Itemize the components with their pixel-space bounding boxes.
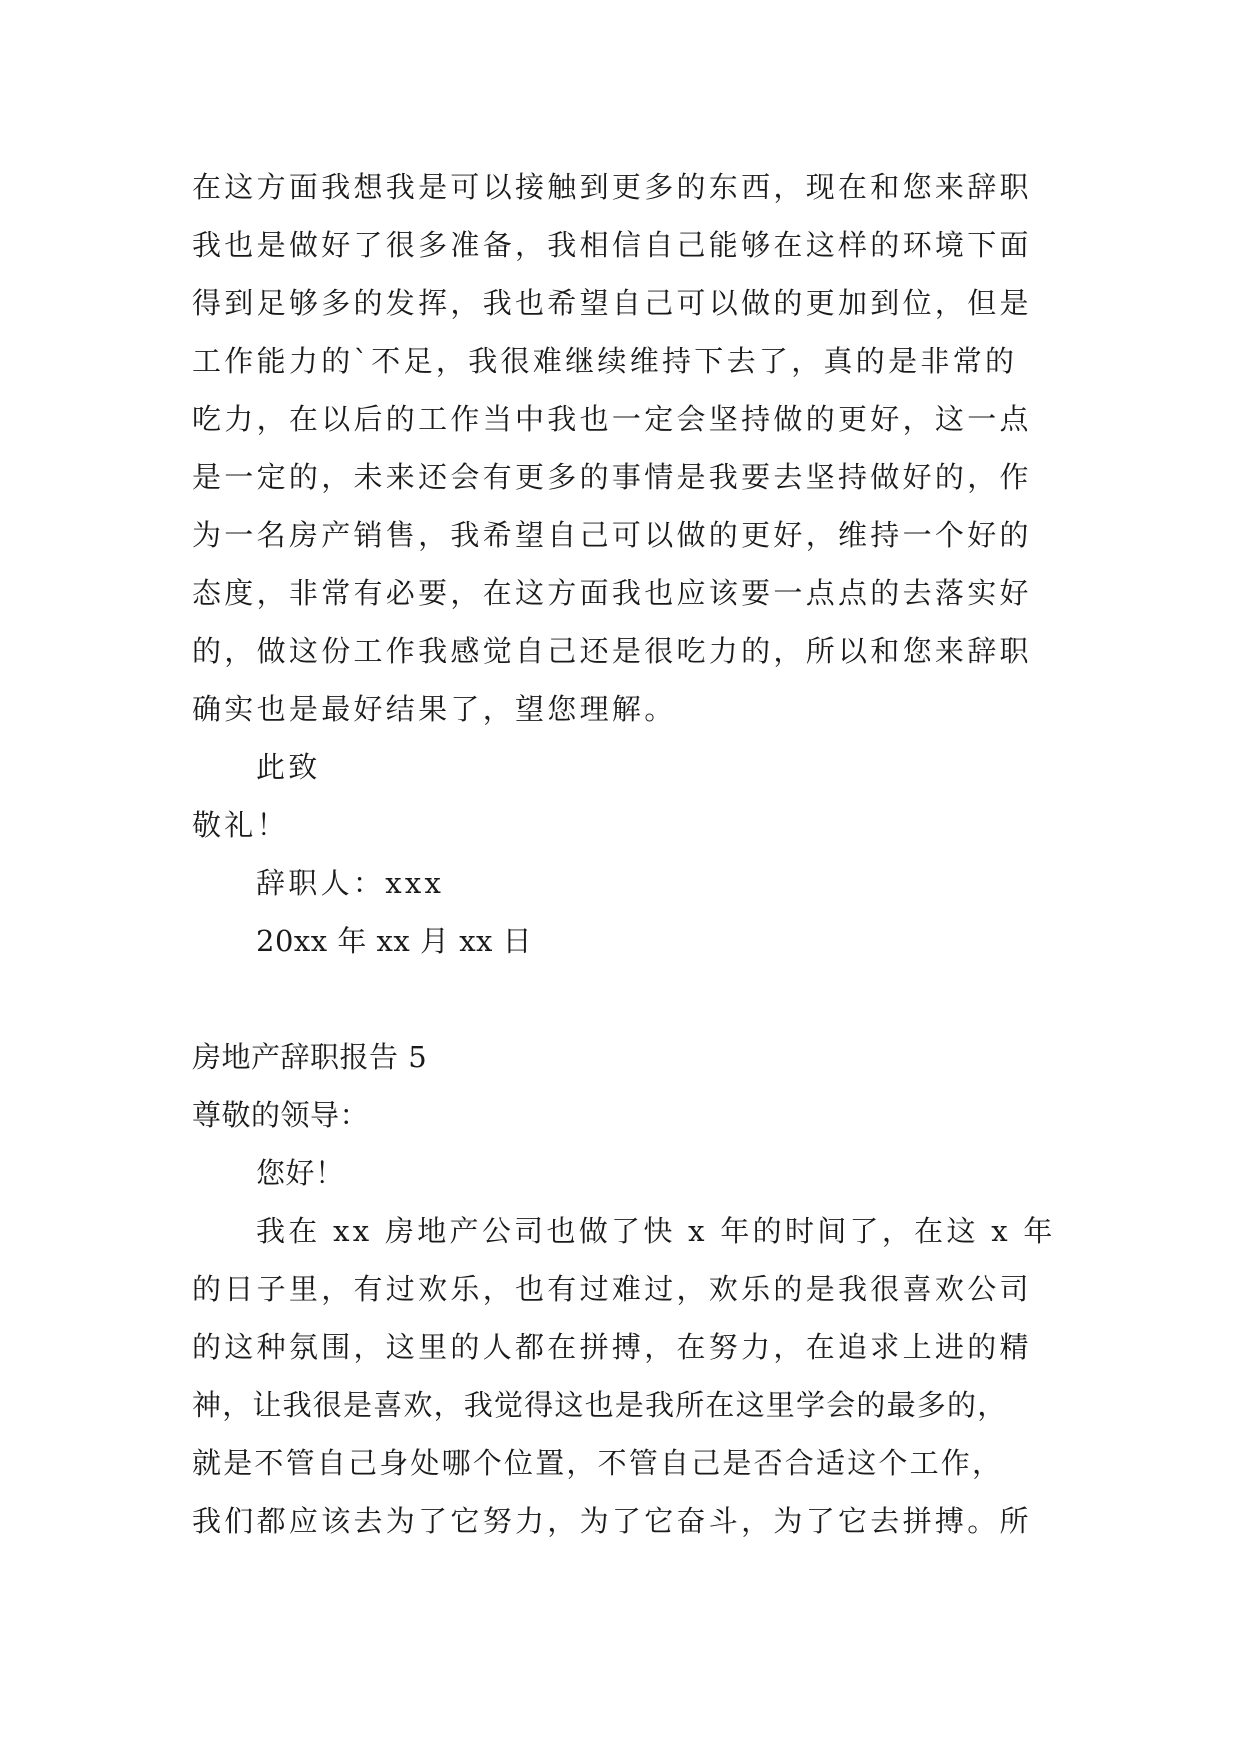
closing-jingli: 敬礼！ [192,808,289,842]
signer-name: 辞职人：xxx [256,866,445,900]
paragraph-line: 就是不管自己身处哪个位置，不管自己是否合适这个工作， [192,1446,1004,1480]
paragraph-line: 在这方面我想我是可以接触到更多的东西，现在和您来辞职 [192,170,1032,204]
paragraph-line: 神，让我很是喜欢，我觉得这也是我所在这里学会的最多的， [192,1388,1008,1422]
paragraph-line: 工作能力的`不足，我很难继续维持下去了，真的是非常的 [192,344,1018,378]
paragraph-line: 我们都应该去为了它努力，为了它奋斗，为了它去拼搏。所 [192,1504,1032,1538]
paragraph-line: 确实也是最好结果了，望您理解。 [192,692,677,726]
paragraph-line: 我也是做好了很多准备，我相信自己能够在这样的环境下面 [192,228,1032,262]
closing-cizhi: 此致 [256,750,321,784]
paragraph-line: 我在 xx 房地产公司也做了快 x 年的时间了，在这 x 年 [256,1214,1056,1248]
paragraph-line: 吃力，在以后的工作当中我也一定会坚持做的更好，这一点 [192,402,1032,436]
paragraph-line: 的这种氛围，这里的人都在拼搏，在努力，在追求上进的精 [192,1330,1032,1364]
greeting: 您好！ [256,1156,345,1190]
paragraph-line: 为一名房产销售，我希望自己可以做的更好，维持一个好的 [192,518,1032,552]
paragraph-line: 是一定的，未来还会有更多的事情是我要去坚持做好的，作 [192,460,1032,494]
paragraph-line: 得到足够多的发挥，我也希望自己可以做的更加到位，但是 [192,286,1032,320]
salutation: 尊敬的领导： [192,1098,370,1132]
signature-date: 20xx 年 xx 月 xx 日 [256,924,533,958]
section-title: 房地产辞职报告 5 [192,1040,428,1074]
paragraph-line: 态度，非常有必要，在这方面我也应该要一点点的去落实好 [192,576,1032,610]
paragraph-line: 的，做这份工作我感觉自己还是很吃力的，所以和您来辞职 [192,634,1032,668]
paragraph-line: 的日子里，有过欢乐，也有过难过，欢乐的是我很喜欢公司 [192,1272,1032,1306]
